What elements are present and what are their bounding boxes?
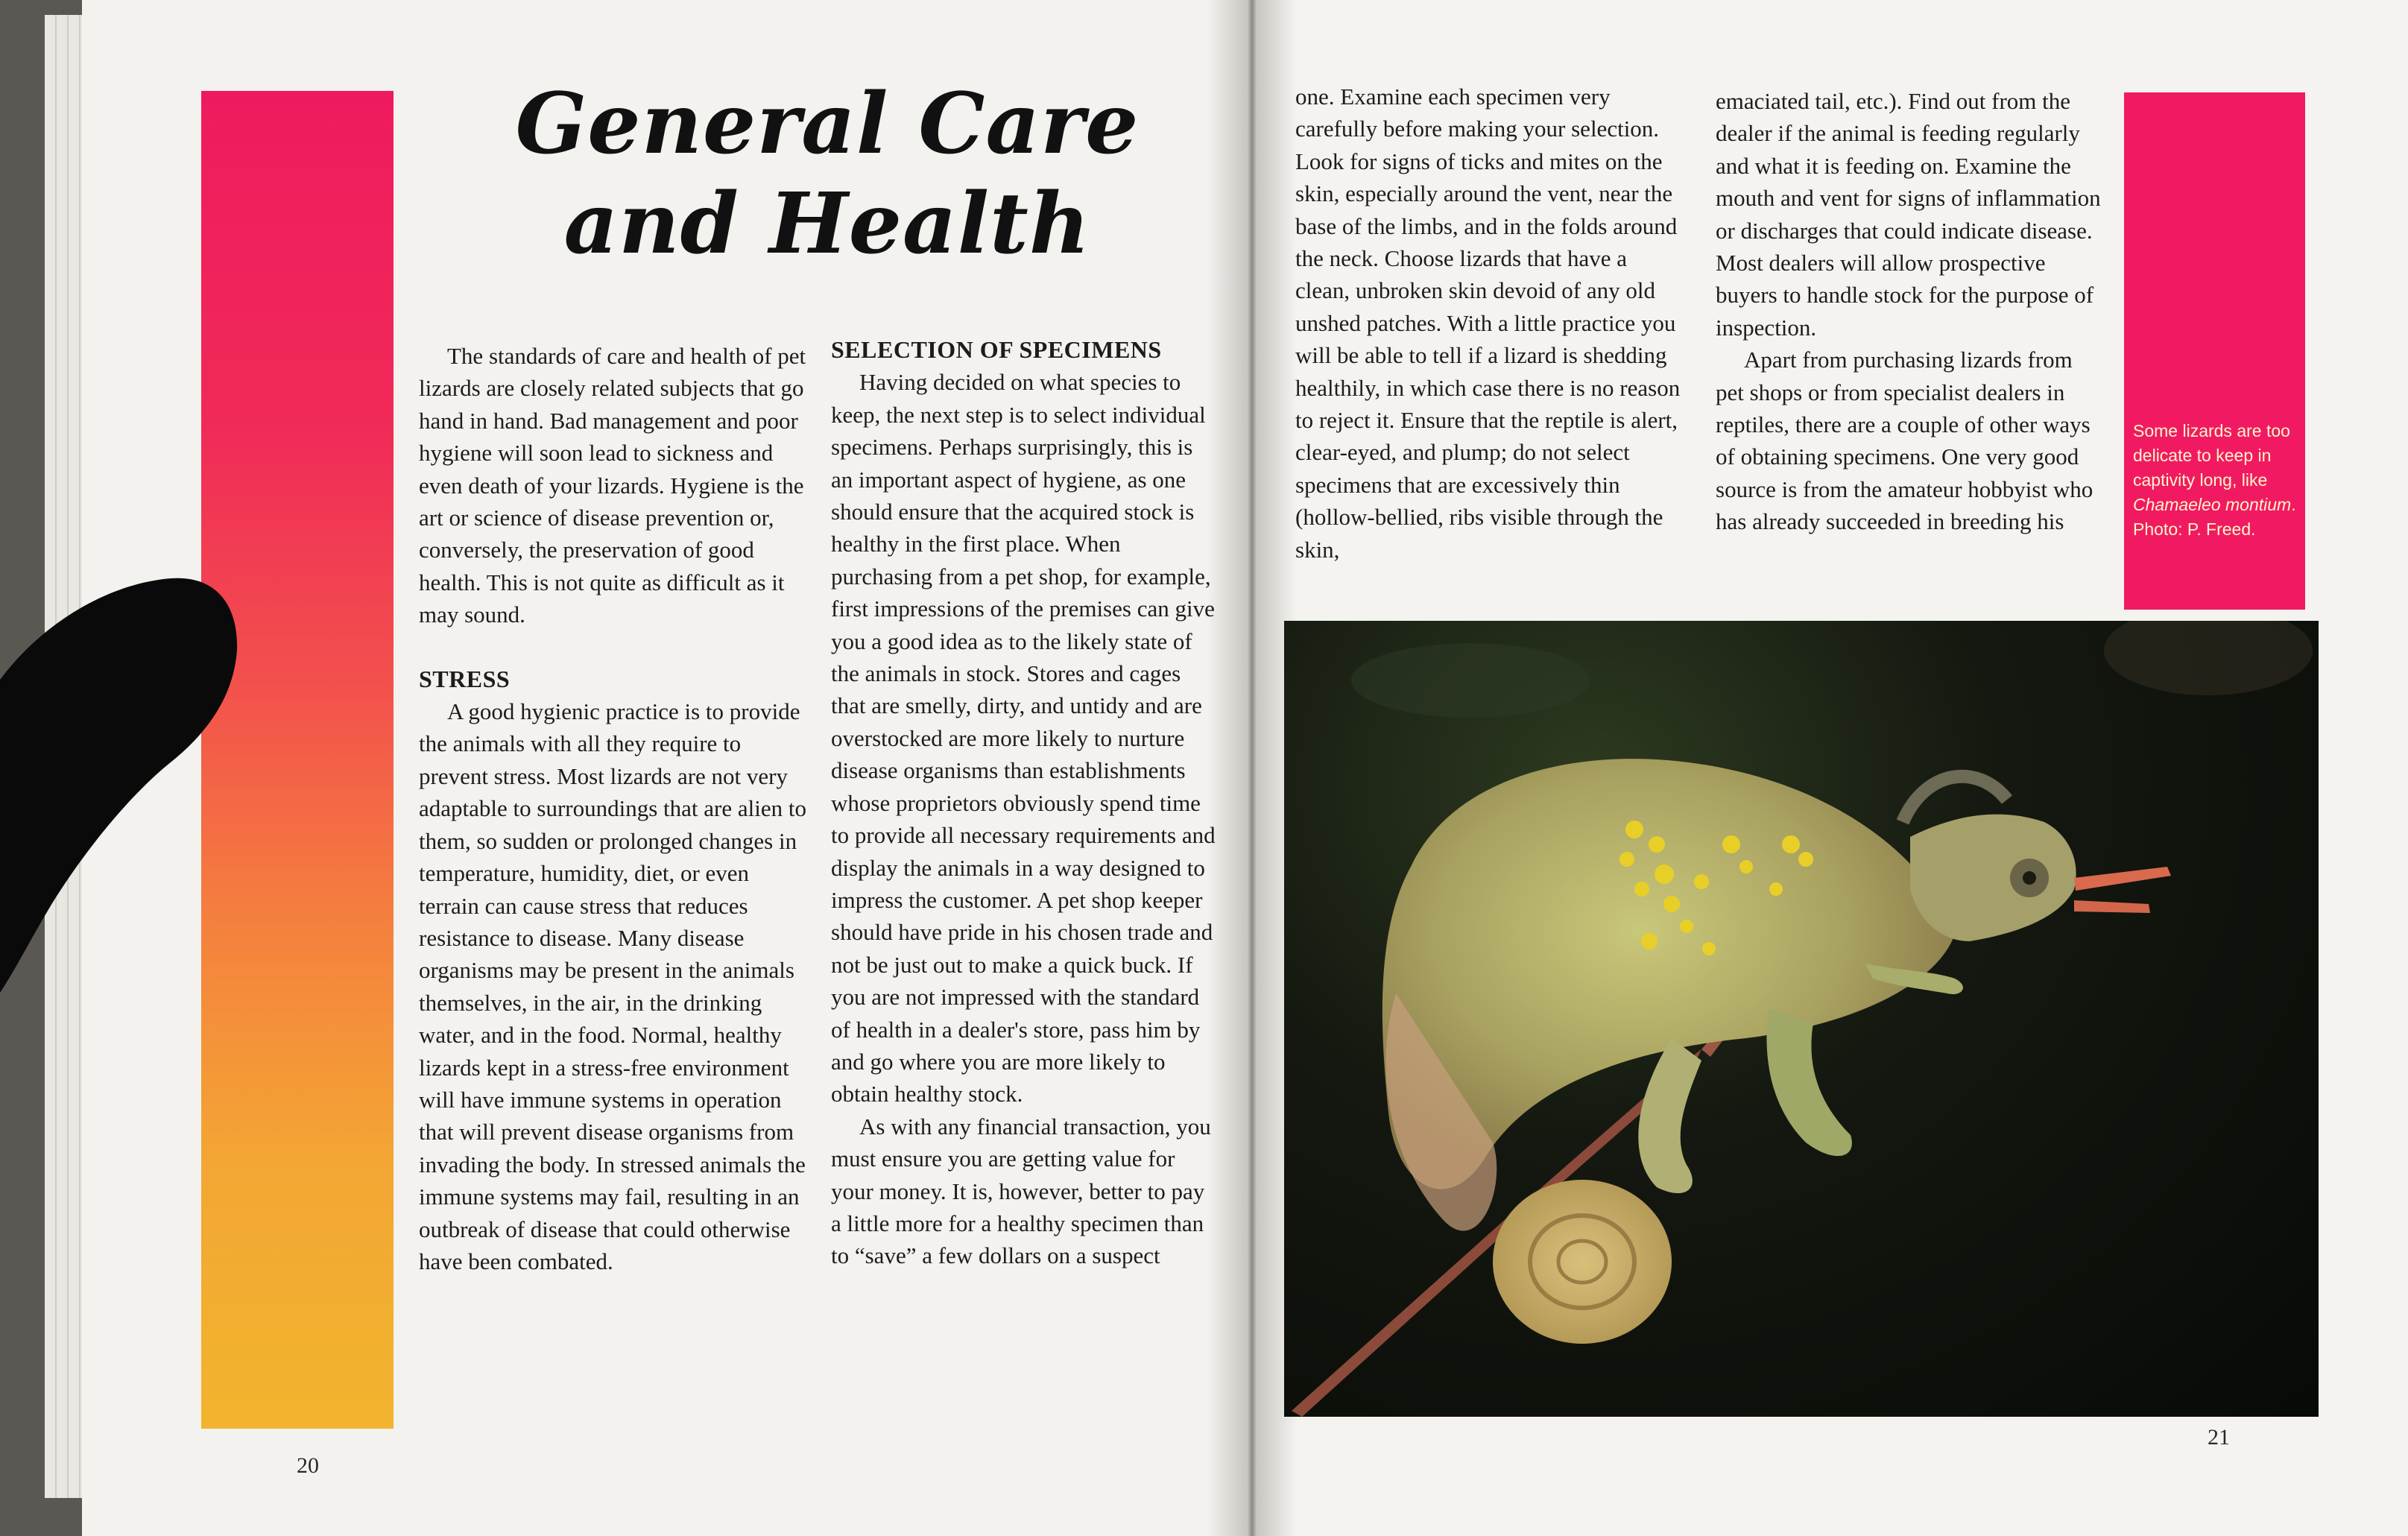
intro-paragraph: The standards of care and health of pet lizards are closely related subjects that go hand in hand. Bad management and poor hygiene will soon lead to sickness and even death of your lizards. Hygiene is the art or science of disease prevention or, conversely, the preservation of good health. This is not quite as difficult as it may sound. (419, 343, 806, 628)
photo-caption (2133, 419, 2297, 542)
sources-paragraph: Apart from purchasing lizards from pet shops or from specialist dealers in reptiles, there are a couple of other ways of obtaining specimens. One very good source is from the amateur hobbyist who has already succeeded in breeding his (1716, 347, 2093, 535)
continued-paragraph: one. Examine each specimen very carefully before making your selection. Look for signs of ticks and mites on the skin, especially around the vent, near the base of the limbs, and in the folds around the neck. Choose lizards that have a clean, unbroken skin devoid of any old unshed patches. With a little practice you will be able to tell if a lizard is shedding healthily, in which case there is no reason to reject it. Ensure that the reptile is alert, clear-eyed, and plump; do not select specimens that are excessively thin (hollow-bellied, ribs visible through the skin, (1295, 83, 1681, 563)
text-column-1 (419, 340, 806, 1277)
thumb-silhouette (0, 575, 246, 993)
section-heading-stress: STRESS (419, 665, 511, 692)
text-column-3 (1295, 80, 1683, 566)
page-number-left: 20 (297, 1453, 319, 1478)
caption-text-after: . Photo: P. Freed. (2133, 495, 2296, 539)
text-column-4 (1716, 85, 2103, 538)
book-gutter (1207, 0, 1297, 1536)
chapter-title (484, 75, 1170, 274)
chapter-title-line2: and Health (563, 175, 1091, 273)
chameleon-photo (1284, 621, 2319, 1417)
text-column-2 (831, 334, 1219, 1272)
chameleon-illustration (1284, 621, 2319, 1417)
stress-paragraph: A good hygienic practice is to provide the animals with all they require to prevent stress. Most lizards are not very adaptable to surroundings that are alien to them, so sudden or prolonged changes in temperature, humidity, diet, or even terrain can cause stress that reduces resistance to disease. Many disease organisms may be present in the animals themselves, in the air, in the drinking water, and in the food. Normal, healthy lizards kept in a stress-free environment will have immune systems in operation that will prevent disease organisms from invading the body. In stressed animals the immune systems may fail, resulting in an outbreak of disease that could otherwise have been combated. (419, 698, 806, 1274)
section-heading-selection: SELECTION OF SPECIMENS (831, 336, 1162, 363)
inspection-paragraph: emaciated tail, etc.). Find out from the dealer if the animal is feeding regularly and what it is feeding on. Examine the mouth and vent for signs of inflammation or discharges that could indicate disease. Most dealers will allow prospective buyers to handle stock for the purpose of inspection. (1716, 88, 2101, 341)
selection-paragraph-1: Having decided on what species to keep, the next step is to select individual specimens. Perhaps surprisingly, this is an important aspect of hygiene, as one should ensure that the acquired stock is healthy in the first place. When purchasing from a pet shop, for example, first impressions of the premises can give you a good idea as to the likely state of the animals in stock. Stores and cages that are smelly, dirty, and untidy and are overstocked are more likely to nurture disease organisms than establishments whose proprietors obviously spend time to provide all necessary requirements and display the animals in a way designed to impress the customer. A pet shop keeper should have pride in his chosen trade and not be just out to make a quick buck. If you are not impressed with the standard of health in a dealer's store, pass him by and go where you are more likely to obtain healthy stock. (831, 369, 1216, 1107)
chapter-title-line1: General Care (515, 75, 1140, 173)
caption-text-before: Some lizards are too delicate to keep in captivity long, like (2133, 421, 2290, 490)
caption-species: Chamaeleo montium (2133, 495, 2292, 514)
page-number-right: 21 (2208, 1425, 2230, 1450)
selection-paragraph-2: As with any financial transaction, you must ensure you are getting value for your money. It is, however, better to pay a little more for a healthy specimen than to “save” a few dollars on a suspect (831, 1113, 1211, 1269)
